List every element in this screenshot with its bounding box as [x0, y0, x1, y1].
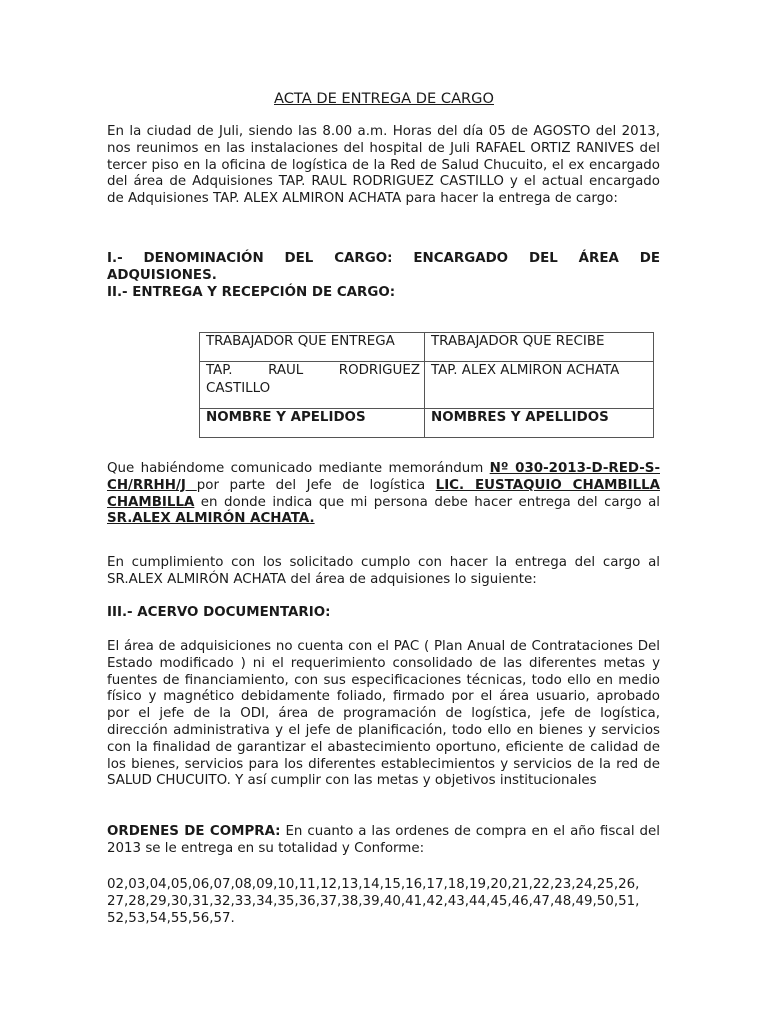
memo-text-2: por parte del Jefe de logística	[196, 477, 436, 493]
ordenes-text: En cuanto a las ordenes de compra en el año fiscal del 2013 se le entrega en su totalidad y Conforme:	[107, 824, 660, 856]
memo-text-1: Que habiéndome comunicado mediante memorándum	[107, 461, 490, 476]
table-cell-entrega-name: TAP. RAUL RODRIGUEZ CASTILLO	[200, 362, 425, 409]
section-acervo: III.- ACERVO DOCUMENTARIO:	[107, 605, 331, 620]
document-title: ACTA DE ENTREGA DE CARGO	[274, 90, 494, 107]
numbers-line-2: 27,28,29,30,31,32,33,34,35,36,37,38,39,40,41,42,43,44,45,46,47,48,49,50,51,	[107, 893, 640, 909]
intro-paragraph: En la ciudad de Juli, siendo las 8.00 a.m. Horas del día 05 de AGOSTO del 2013, nos reunimos en las instalaciones del hospital de Juli RAFAEL ORTIZ RANIVES del tercer piso en la oficina de logística de la Red de Salud Chucuito, el ex encargado del área de Adquisiones TAP. RAUL RODRIGUEZ CASTILLO y el actual encargado de Adquisiones TAP. ALEX ALMIRON ACHATA para hacer la entrega de cargo:	[107, 124, 660, 207]
table-cell-recibe-label: NOMBRES Y APELLIDOS	[425, 409, 654, 438]
cumplimiento-paragraph: En cumplimiento con los solicitado cumplo con hacer la entrega del cargo al SR.ALEX ALMIRÓN ACHATA del área de adquisiones lo siguiente:	[107, 555, 660, 587]
table-header-recibe: TRABAJADOR QUE RECIBE	[425, 333, 654, 362]
numbers-line-1: 02,03,04,05,06,07,08,09,10,11,12,13,14,15,16,17,18,19,20,21,22,23,24,25,26,	[107, 877, 640, 892]
table-cell-recibe-name: TAP. ALEX ALMIRON ACHATA	[425, 362, 654, 409]
memorandum-paragraph	[107, 461, 660, 528]
jefe-name: LIC. EUSTAQUIO CHAMBILLA CHAMBILLA	[107, 477, 661, 510]
acervo-paragraph: El área de adquisiciones no cuenta con el PAC ( Plan Anual de Contrataciones Del Estado modificado ) ni el requerimiento consolidado de las diferentes metas y fuentes de financiamiento, con sus especificaciones técnicas, todo ello en medio físico y magnético debidamente foliado, firmado por el área usuario, aprobado por el jefe de la ODI, área de programación de logística, jefe de logística, dirección administrativa y el jefe de planificación, todo ello en bienes y servicios con la finalidad de garantizar el abastecimiento oportuno, eficiente de calidad de los bienes, servicios para los diferentes establecimientos y servicios de la red de SALUD CHUCUITO. Y así cumplir con las metas y objetivos institucionales	[107, 639, 660, 789]
ordenes-numbers-list	[107, 877, 667, 927]
memo-text-3: en donde indica que mi persona debe hacer entrega del cargo al	[194, 494, 660, 510]
cargo-table	[199, 332, 654, 438]
section-cargo-denominacion: I.- DENOMINACIÓN DEL CARGO: ENCARGADO DEL ÁREA DE ADQUISIONES.	[107, 251, 660, 283]
memo-number: Nº 030-2013-D-RED-S-CH/RRHH/J	[107, 461, 660, 493]
table-row	[200, 333, 654, 362]
section-entrega-recepcion: II.- ENTREGA Y RECEPCIÓN DE CARGO:	[107, 285, 396, 300]
numbers-line-3: 52,53,54,55,56,57.	[107, 910, 235, 926]
table-row	[200, 362, 654, 409]
table-cell-entrega-label: NOMBRE Y APELIDOS	[200, 409, 425, 438]
table-header-entrega: TRABAJADOR QUE ENTREGA	[200, 333, 425, 362]
table-row	[200, 409, 654, 438]
receptor-name: SR.ALEX ALMIRÓN ACHATA.	[107, 511, 315, 527]
ordenes-paragraph	[107, 824, 660, 858]
ordenes-label: ORDENES DE COMPRA:	[107, 824, 281, 839]
